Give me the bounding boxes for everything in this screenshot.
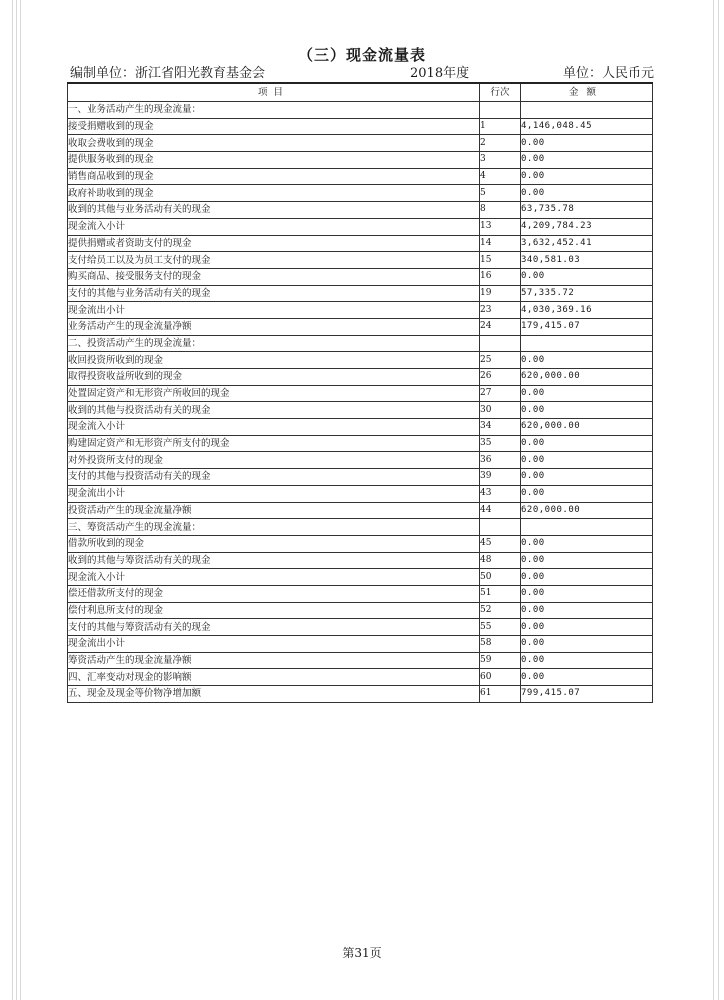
row-amount: 0.00 <box>521 469 653 486</box>
row-amount: 57,335.72 <box>521 285 653 302</box>
table-row <box>68 369 653 386</box>
row-amount: 0.00 <box>521 636 653 653</box>
row-line-number: 14 <box>480 235 521 252</box>
row-line-number: 26 <box>480 369 521 386</box>
header-item: 项目 <box>68 83 480 102</box>
row-item-label: 销售商品收到的现金 <box>68 168 480 185</box>
row-line-number: 16 <box>480 268 521 285</box>
row-item-label: 现金流出小计 <box>68 636 480 653</box>
row-line-number: 30 <box>480 402 521 419</box>
row-amount: 0.00 <box>521 535 653 552</box>
row-amount <box>521 335 653 352</box>
table-row <box>68 318 653 335</box>
table-row <box>68 469 653 486</box>
row-line-number: 36 <box>480 452 521 469</box>
table-row <box>68 235 653 252</box>
table-row <box>68 385 653 402</box>
row-item-label: 二、投资活动产生的现金流量： <box>68 335 480 352</box>
row-amount <box>521 519 653 536</box>
row-line-number: 35 <box>480 435 521 452</box>
row-amount: 0.00 <box>521 652 653 669</box>
row-item-label: 业务活动产生的现金流量净额 <box>68 318 480 335</box>
table-row <box>68 519 653 536</box>
row-item-label: 五、现金及现金等价物净增加额 <box>68 686 480 703</box>
row-amount: 4,146,048.45 <box>521 118 653 135</box>
table-body <box>68 102 653 703</box>
row-item-label: 一、业务活动产生的现金流量： <box>68 102 480 119</box>
table-header-row <box>68 83 653 102</box>
table-row <box>68 619 653 636</box>
table-row <box>68 152 653 169</box>
row-line-number <box>480 335 521 352</box>
row-item-label: 偿付利息所支付的现金 <box>68 602 480 619</box>
table-row <box>68 218 653 235</box>
organization-label: 编制单位：浙江省阳光教育基金会 <box>70 66 266 81</box>
row-amount: 0.00 <box>521 585 653 602</box>
row-item-label: 现金流出小计 <box>68 485 480 502</box>
row-item-label: 支付的其他与业务活动有关的现金 <box>68 285 480 302</box>
row-line-number: 50 <box>480 569 521 586</box>
table-row <box>68 268 653 285</box>
row-line-number: 59 <box>480 652 521 669</box>
row-amount: 0.00 <box>521 268 653 285</box>
row-line-number: 5 <box>480 185 521 202</box>
row-item-label: 处置固定资产和无形资产所收回的现金 <box>68 385 480 402</box>
cash-flow-table <box>67 82 653 703</box>
row-line-number: 25 <box>480 352 521 369</box>
row-line-number: 23 <box>480 302 521 319</box>
row-amount: 0.00 <box>521 602 653 619</box>
table-row <box>68 419 653 436</box>
row-item-label: 收回投资所收到的现金 <box>68 352 480 369</box>
row-amount: 0.00 <box>521 185 653 202</box>
table-row <box>68 118 653 135</box>
row-line-number: 39 <box>480 469 521 486</box>
row-line-number: 43 <box>480 485 521 502</box>
row-item-label: 接受捐赠收到的现金 <box>68 118 480 135</box>
table-row <box>68 552 653 569</box>
table-row <box>68 485 653 502</box>
row-item-label: 现金流入小计 <box>68 569 480 586</box>
row-amount: 0.00 <box>521 152 653 169</box>
table-row <box>68 352 653 369</box>
table-row <box>68 102 653 119</box>
row-line-number <box>480 102 521 119</box>
row-amount: 0.00 <box>521 135 653 152</box>
table-row <box>68 669 653 686</box>
row-amount: 0.00 <box>521 352 653 369</box>
table-row <box>68 285 653 302</box>
row-line-number: 19 <box>480 285 521 302</box>
table-row <box>68 435 653 452</box>
row-item-label: 支付的其他与筹资活动有关的现金 <box>68 619 480 636</box>
row-line-number: 45 <box>480 535 521 552</box>
row-amount <box>521 102 653 119</box>
row-amount: 0.00 <box>521 669 653 686</box>
row-line-number: 44 <box>480 502 521 519</box>
row-item-label: 提供捐赠或者资助支付的现金 <box>68 235 480 252</box>
row-line-number: 8 <box>480 202 521 219</box>
row-item-label: 筹资活动产生的现金流量净额 <box>68 652 480 669</box>
header-line-no: 行次 <box>480 83 521 102</box>
row-amount: 0.00 <box>521 452 653 469</box>
row-line-number: 55 <box>480 619 521 636</box>
row-item-label: 现金流入小计 <box>68 419 480 436</box>
row-item-label: 支付的其他与投资活动有关的现金 <box>68 469 480 486</box>
row-item-label: 对外投资所支付的现金 <box>68 452 480 469</box>
row-amount: 620,000.00 <box>521 419 653 436</box>
row-line-number: 27 <box>480 385 521 402</box>
table-row <box>68 252 653 269</box>
table-row <box>68 535 653 552</box>
row-item-label: 收取会费收到的现金 <box>68 135 480 152</box>
row-item-label: 三、筹资活动产生的现金流量： <box>68 519 480 536</box>
row-line-number <box>480 519 521 536</box>
row-line-number: 58 <box>480 636 521 653</box>
report-meta <box>70 66 654 82</box>
row-amount: 63,735.78 <box>521 202 653 219</box>
row-item-label: 政府补助收到的现金 <box>68 185 480 202</box>
table-row <box>68 335 653 352</box>
table-row <box>68 135 653 152</box>
report-year: 2018年度 <box>410 66 470 81</box>
row-item-label: 偿还借款所支付的现金 <box>68 585 480 602</box>
table-row <box>68 185 653 202</box>
row-item-label: 现金流出小计 <box>68 302 480 319</box>
row-item-label: 购买商品、接受服务支付的现金 <box>68 268 480 285</box>
row-item-label: 收到的其他与筹资活动有关的现金 <box>68 552 480 569</box>
table-row <box>68 168 653 185</box>
table-row <box>68 585 653 602</box>
row-amount: 0.00 <box>521 168 653 185</box>
row-item-label: 四、汇率变动对现金的影响额 <box>68 669 480 686</box>
row-line-number: 51 <box>480 585 521 602</box>
row-item-label: 购建固定资产和无形资产所支付的现金 <box>68 435 480 452</box>
row-amount: 0.00 <box>521 569 653 586</box>
row-line-number: 48 <box>480 552 521 569</box>
row-amount: 179,415.07 <box>521 318 653 335</box>
row-line-number: 1 <box>480 118 521 135</box>
row-amount: 799,415.07 <box>521 686 653 703</box>
row-line-number: 2 <box>480 135 521 152</box>
row-line-number: 24 <box>480 318 521 335</box>
row-line-number: 4 <box>480 168 521 185</box>
row-line-number: 61 <box>480 686 521 703</box>
row-line-number: 3 <box>480 152 521 169</box>
row-amount: 3,632,452.41 <box>521 235 653 252</box>
row-line-number: 15 <box>480 252 521 269</box>
row-item-label: 投资活动产生的现金流量净额 <box>68 502 480 519</box>
row-line-number: 34 <box>480 419 521 436</box>
table-row <box>68 302 653 319</box>
table-row <box>68 452 653 469</box>
row-item-label: 取得投资收益所收到的现金 <box>68 369 480 386</box>
row-amount: 620,000.00 <box>521 502 653 519</box>
row-item-label: 现金流入小计 <box>68 218 480 235</box>
row-amount: 620,000.00 <box>521 369 653 386</box>
table-row <box>68 636 653 653</box>
table-row <box>68 502 653 519</box>
page-title: （三）现金流量表 <box>297 46 426 64</box>
row-line-number: 60 <box>480 669 521 686</box>
currency-unit-label: 单位：人民币元 <box>562 66 654 81</box>
table-row <box>68 402 653 419</box>
table-row <box>68 602 653 619</box>
table-row <box>68 202 653 219</box>
row-item-label: 支付给员工以及为员工支付的现金 <box>68 252 480 269</box>
row-item-label: 借款所收到的现金 <box>68 535 480 552</box>
table-row <box>68 686 653 703</box>
row-item-label: 收到的其他与业务活动有关的现金 <box>68 202 480 219</box>
row-amount: 0.00 <box>521 435 653 452</box>
row-amount: 0.00 <box>521 385 653 402</box>
page-number: 第31页 <box>342 946 382 960</box>
row-line-number: 13 <box>480 218 521 235</box>
header-amount: 金额 <box>521 83 653 102</box>
row-item-label: 收到的其他与投资活动有关的现金 <box>68 402 480 419</box>
row-amount: 0.00 <box>521 552 653 569</box>
row-amount: 0.00 <box>521 485 653 502</box>
table-row <box>68 652 653 669</box>
row-amount: 4,030,369.16 <box>521 302 653 319</box>
row-line-number: 52 <box>480 602 521 619</box>
table-row <box>68 569 653 586</box>
row-amount: 0.00 <box>521 402 653 419</box>
row-item-label: 提供服务收到的现金 <box>68 152 480 169</box>
row-amount: 340,581.03 <box>521 252 653 269</box>
row-amount: 4,209,784.23 <box>521 218 653 235</box>
row-amount: 0.00 <box>521 619 653 636</box>
